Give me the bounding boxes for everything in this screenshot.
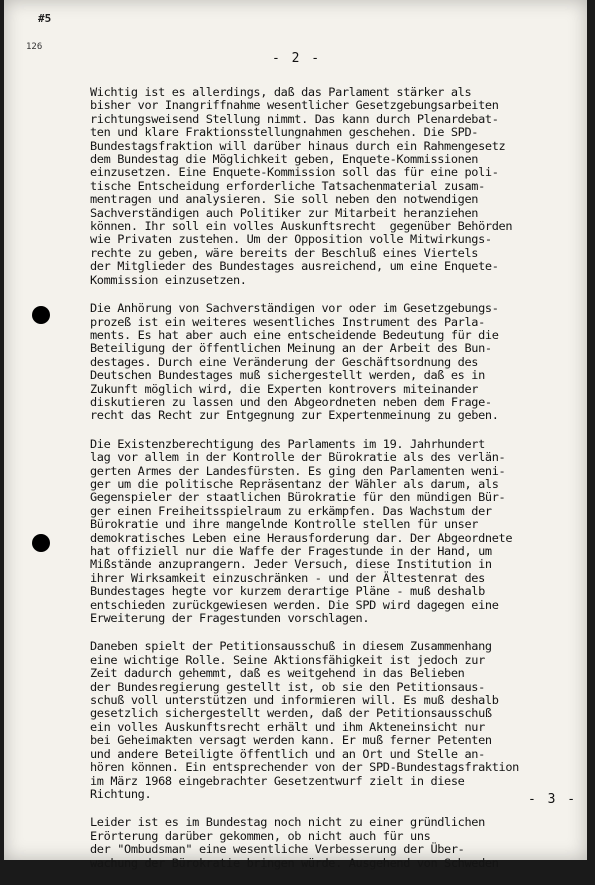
continuation-mark: - 3 -: [528, 792, 578, 807]
corner-mark: #5: [38, 12, 52, 25]
paragraph-enquete-kommission: Wichtig ist es allerdings, daß das Parlament stärker als bisher vor Inangriffnahme wesentlicher Gesetzgebungsarbeiten richtungsweisend Stellung nimmt. Das kann durch Plenardebat- ten und klare Fraktionsstellungnahmen geschehen. Die SPD- Bundestagsfraktion will darüber hinaus durch ein Rahmengesetz dem Bundestag die Möglichkeit geben, Enquete-Kommissionen einzusetzen. Eine Enquete-Kommission soll das für eine poli- tische Entscheidung erforderliche Tatsachenmaterial zusam- mentragen und analysieren. Sie soll neben den notwendigen Sachverständigen auch Politiker zur Mitarbeit heranziehen können. Ihr soll ein volles Auskunftsrecht gegenüber Behörden wie Privaten zustehen. Um der Opposition volle Mitwirkungs- rechte zu geben, wäre bereits der Beschluß eines Viertels der Mitglieder des Bundestages ausreichend, um eine Enquete- Kommission einzusetzen.: [90, 85, 513, 287]
paragraph-buerokratie: Die Existenzberechtigung des Parlaments im 19. Jahrhundert lag vor allem in der Kontrolle der Bürokratie als des verlän- gerten Armes der Landesfürsten. Es ging den Parlamenten weni- ger um die politische Repräsentanz der Wähler als darum, als Gegenspieler der staatlichen Bürokratie für den mündigen Bür- ger einen Freiheitsspielraum zu erkämpfen. Das Wachstum der Bürokratie und ihre mangelnde Kontrolle stellen für unser demokratisches Leben eine Herausforderung dar. Der Abgeordnete hat offiziell nur die Waffe der Fragestunde in der Hand, um Mißstände anzuprangern. Jeder Versuch, diese Institution in ihrer Wirksamkeit einzuschränken - und der Ältestenrat des Bundestages hegte vor kurzem derartige Pläne - muß deshalb entschieden zurückgewiesen werden. Die SPD wird dagegen eine Erweiterung der Fragestunden vorschlagen.: [90, 436, 513, 626]
paragraph-petitionsausschuss: Daneben spielt der Petitionsausschuß in diesem Zusammenhang eine wichtige Rolle. Seine Aktionsfähigkeit ist jedoch zur Zeit dadurch gehemmt, daß es weitgehend in das Belieben der Bundesregierung gestellt ist, ob sie den Petitionsaus- schuß voll unterstützen und informieren will. Es muß deshalb gesetzlich sichergestellt werden, daß der Petitionsausschuß ein volles Auskunftsrecht erhält und ihm Akteneinsicht nur bei Geheimakten versagt werden kann. Er muß ferner Petenten und andere Beteiligte öffentlich und an Ort und Stelle an- hören können. Ein entsprechender von der SPD-Bundestagsfraktion im März 1968 eingebrachter Gesetzentwurf zielt in diese Richtung.: [90, 639, 519, 801]
paragraph-ombudsman: Leider ist es im Bundestag noch nicht zu einer gründlichen Erörterung darüber gekommen, ob nicht auch für uns der "Ombudsman" eine wesentliche Verbesserung der Über- wachung der Bürokratie bringen würde. Ausgehend von Schweden: [90, 815, 499, 870]
body-text: [90, 86, 530, 885]
margin-mark: 126: [26, 42, 43, 52]
punch-hole-bottom: [32, 534, 50, 552]
punch-hole-top: [32, 306, 50, 324]
document-page: [4, 0, 587, 870]
page-number: - 2 -: [272, 51, 322, 66]
paragraph-sachverstaendige: Die Anhörung von Sachverständigen vor oder im Gesetzgebungs- prozeß ist ein weiteres wesentliches Instrument des Parla- ments. Es hat aber auch eine entscheidende Bedeutung für die Beteiligung der öffentlichen Meinung an der Arbeit des Bun- destages. Durch eine Veränderung der Geschäftsordnung des Deutschen Bundestages muß sichergestellt werden, daß es in Zukunft möglich wird, die Experten kontrovers miteinander diskutieren zu lassen und den Abgeordneten neben dem Frage- recht das Recht zur Entgegnung zur Expertenmeinung zu geben.: [90, 301, 499, 423]
